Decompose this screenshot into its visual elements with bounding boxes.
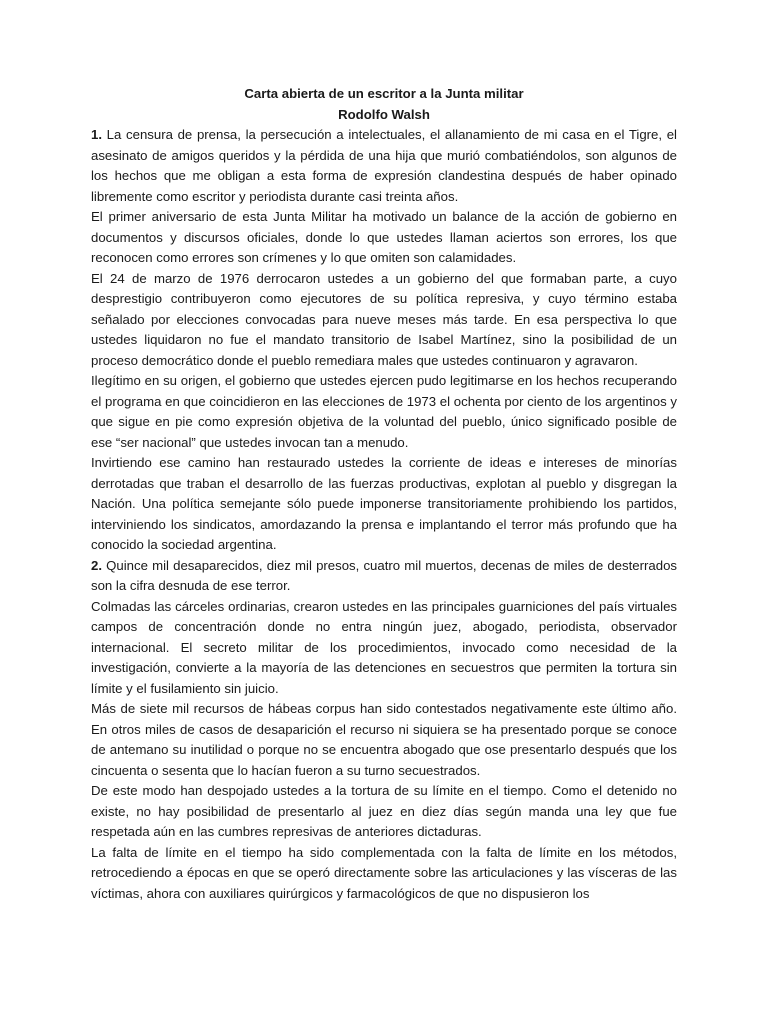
paragraph-2: El primer aniversario de esta Junta Militar ha motivado un balance de la acción de gobierno en documentos y discursos oficiales, donde lo que ustedes llaman aciertos son errores, los que reconocen como errores son crímenes y lo que omiten son calamidades.: [91, 209, 677, 265]
paragraph-9: De este modo han despojado ustedes a la tortura de su límite en el tiempo. Como el detenido no existe, no hay posibilidad de presentarlo al juez en diez días según manda una ley que fue respetada aún en las cumbres represivas de anteriores dictaduras.: [91, 783, 677, 839]
paragraph-10: La falta de límite en el tiempo ha sido complementada con la falta de límite en los métodos, retrocediendo a épocas en que se operó directamente sobre las articulaciones y las vísceras de las víctimas, ahora con auxiliares quirúrgicos y farmacológicos de que no dispusieron los: [91, 844, 677, 901]
paragraph-7: Colmadas las cárceles ordinarias, crearon ustedes en las principales guarniciones del país virtuales campos de concentración donde no entra ningún juez, abogado, periodista, observador internacional. El secreto militar de los procedimientos, invocado como necesidad de la investigación, convierte a la mayoría de las detenciones en secuestros que permiten la tortura sin límite y el fusilamiento sin juicio.: [91, 598, 677, 696]
paragraph-1: [91, 125, 677, 207]
document-author: Rodolfo Walsh: [338, 106, 430, 122]
paragraph-6: [91, 556, 677, 597]
paragraph-text: Quince mil desaparecidos, diez mil presos, cuatro mil muertos, decenas de miles de desterrados son la cifra desnuda de ese terror.: [91, 557, 677, 593]
document-title: Carta abierta de un escritor a la Junta militar: [244, 86, 524, 101]
section-number: 1.: [91, 127, 102, 142]
paragraph-3: El 24 de marzo de 1976 derrocaron ustedes a un gobierno del que formaban parte, a cuyo desprestigio contribuyeron como ejecutores de su política represiva, y cuyo término estaba señalado por elecciones convocadas para nueve meses más tarde. En esa perspectiva lo que ustedes liquidaron no fue el mandato transitorio de Isabel Martínez, sino la posibilidad de un proceso democrático donde el pueblo remediara males que ustedes continuaron y agravaron.: [91, 270, 677, 368]
paragraph-8: Más de siete mil recursos de hábeas corpus han sido contestados negativamente este último año. En otros miles de casos de desaparición el recurso ni siquiera se ha presentado porque se conoce de antemano su inutilidad o porque no se encuentra abogado que ose presentarlo después que los cincuenta o sesenta que lo hacían fueron a su turno secuestrados.: [91, 701, 677, 778]
section-number: 2.: [91, 557, 102, 573]
paragraph-5: Invirtiendo ese camino han restaurado ustedes la corriente de ideas e intereses de minorías derrotadas que traban el desarrollo de las fuerzas productivas, explotan al pueblo y disgregan la Nación. Una política semejante sólo puede imponerse transitoriamente prohibiendo los partidos, interviniendo los sindicatos, amordazando la prensa e implantando el terror más profundo que ha conocido la sociedad argentina.: [91, 455, 677, 552]
document-page: [91, 84, 677, 904]
paragraph-text: La censura de prensa, la persecución a intelectuales, el allanamiento de mi casa en el Tigre, el asesinato de amigos queridos y la pérdida de una hija que murió combatiéndolos, son algunos de los hechos que me obligan a esta forma de expresión clandestina después de haber opinado libremente como escritor y periodista durante casi treinta años.: [91, 127, 677, 204]
paragraph-4: Ilegítimo en su origen, el gobierno que ustedes ejercen pudo legitimarse en los hechos recuperando el programa en que coincidieron en las elecciones de 1973 el ochenta por ciento de los argentinos y que sigue en pie como expresión objetiva de la voluntad del pueblo, único significado posible de ese “ser nacional” que ustedes invocan tan a menudo.: [91, 373, 677, 450]
